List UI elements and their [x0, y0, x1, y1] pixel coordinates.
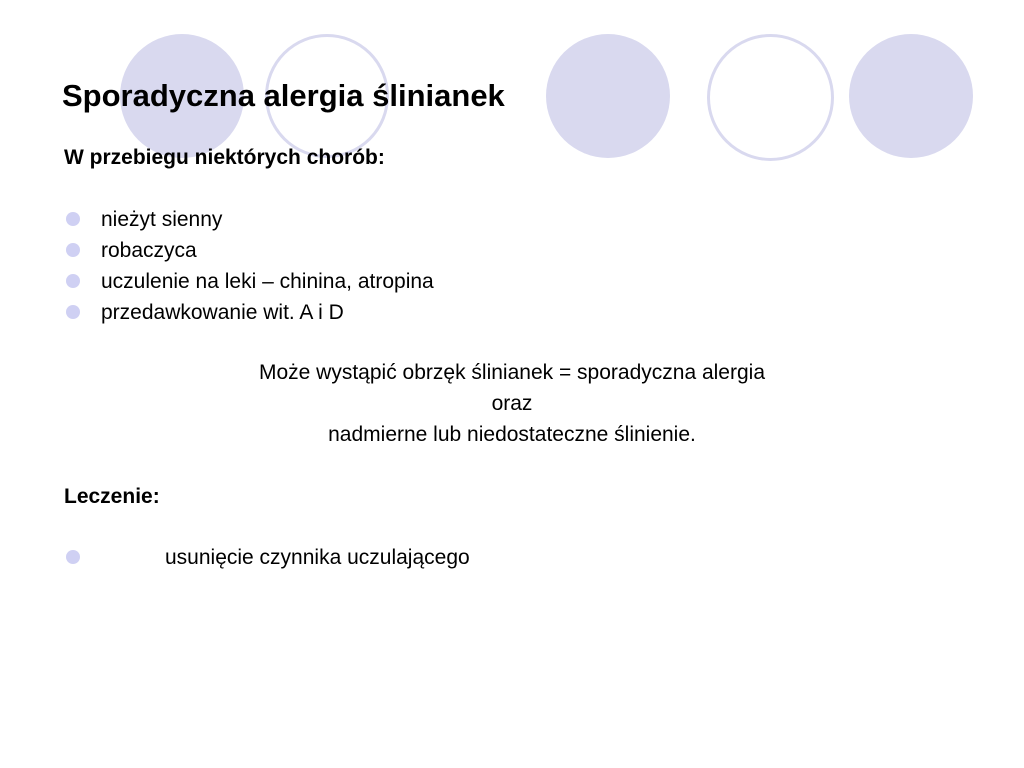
list-item-text: nieżyt sienny — [101, 208, 223, 231]
statement-line: nadmierne lub niedostateczne ślinienie. — [328, 423, 696, 446]
treatment-list-item — [64, 542, 764, 573]
slide-title: Sporadyczna alergia ślinianek — [62, 78, 505, 113]
decorative-circle-filled — [849, 34, 973, 158]
statement-line: Może wystąpić obrzęk ślinianek = sporadyczna alergia — [259, 361, 765, 384]
bullet-icon — [66, 274, 80, 288]
decorative-circle-filled — [546, 34, 670, 158]
list-item-text: uczulenie na leki – chinina, atropina — [101, 270, 434, 293]
decorative-circle-ring — [707, 34, 834, 161]
list-item-text: przedawkowanie wit. A i D — [101, 301, 344, 324]
bullet-icon — [66, 305, 80, 319]
list-item-text: robaczyca — [101, 239, 197, 262]
bullet-icon — [66, 550, 80, 564]
statement-line: oraz — [491, 392, 533, 415]
centered-statement — [0, 357, 1024, 450]
bullet-icon — [66, 212, 80, 226]
section-subtitle: W przebiegu niektórych chorób: — [64, 146, 385, 169]
treatment-item-text: usunięcie czynnika uczulającego — [165, 546, 470, 569]
bullet-icon — [66, 243, 80, 257]
treatment-heading: Leczenie: — [64, 485, 160, 508]
